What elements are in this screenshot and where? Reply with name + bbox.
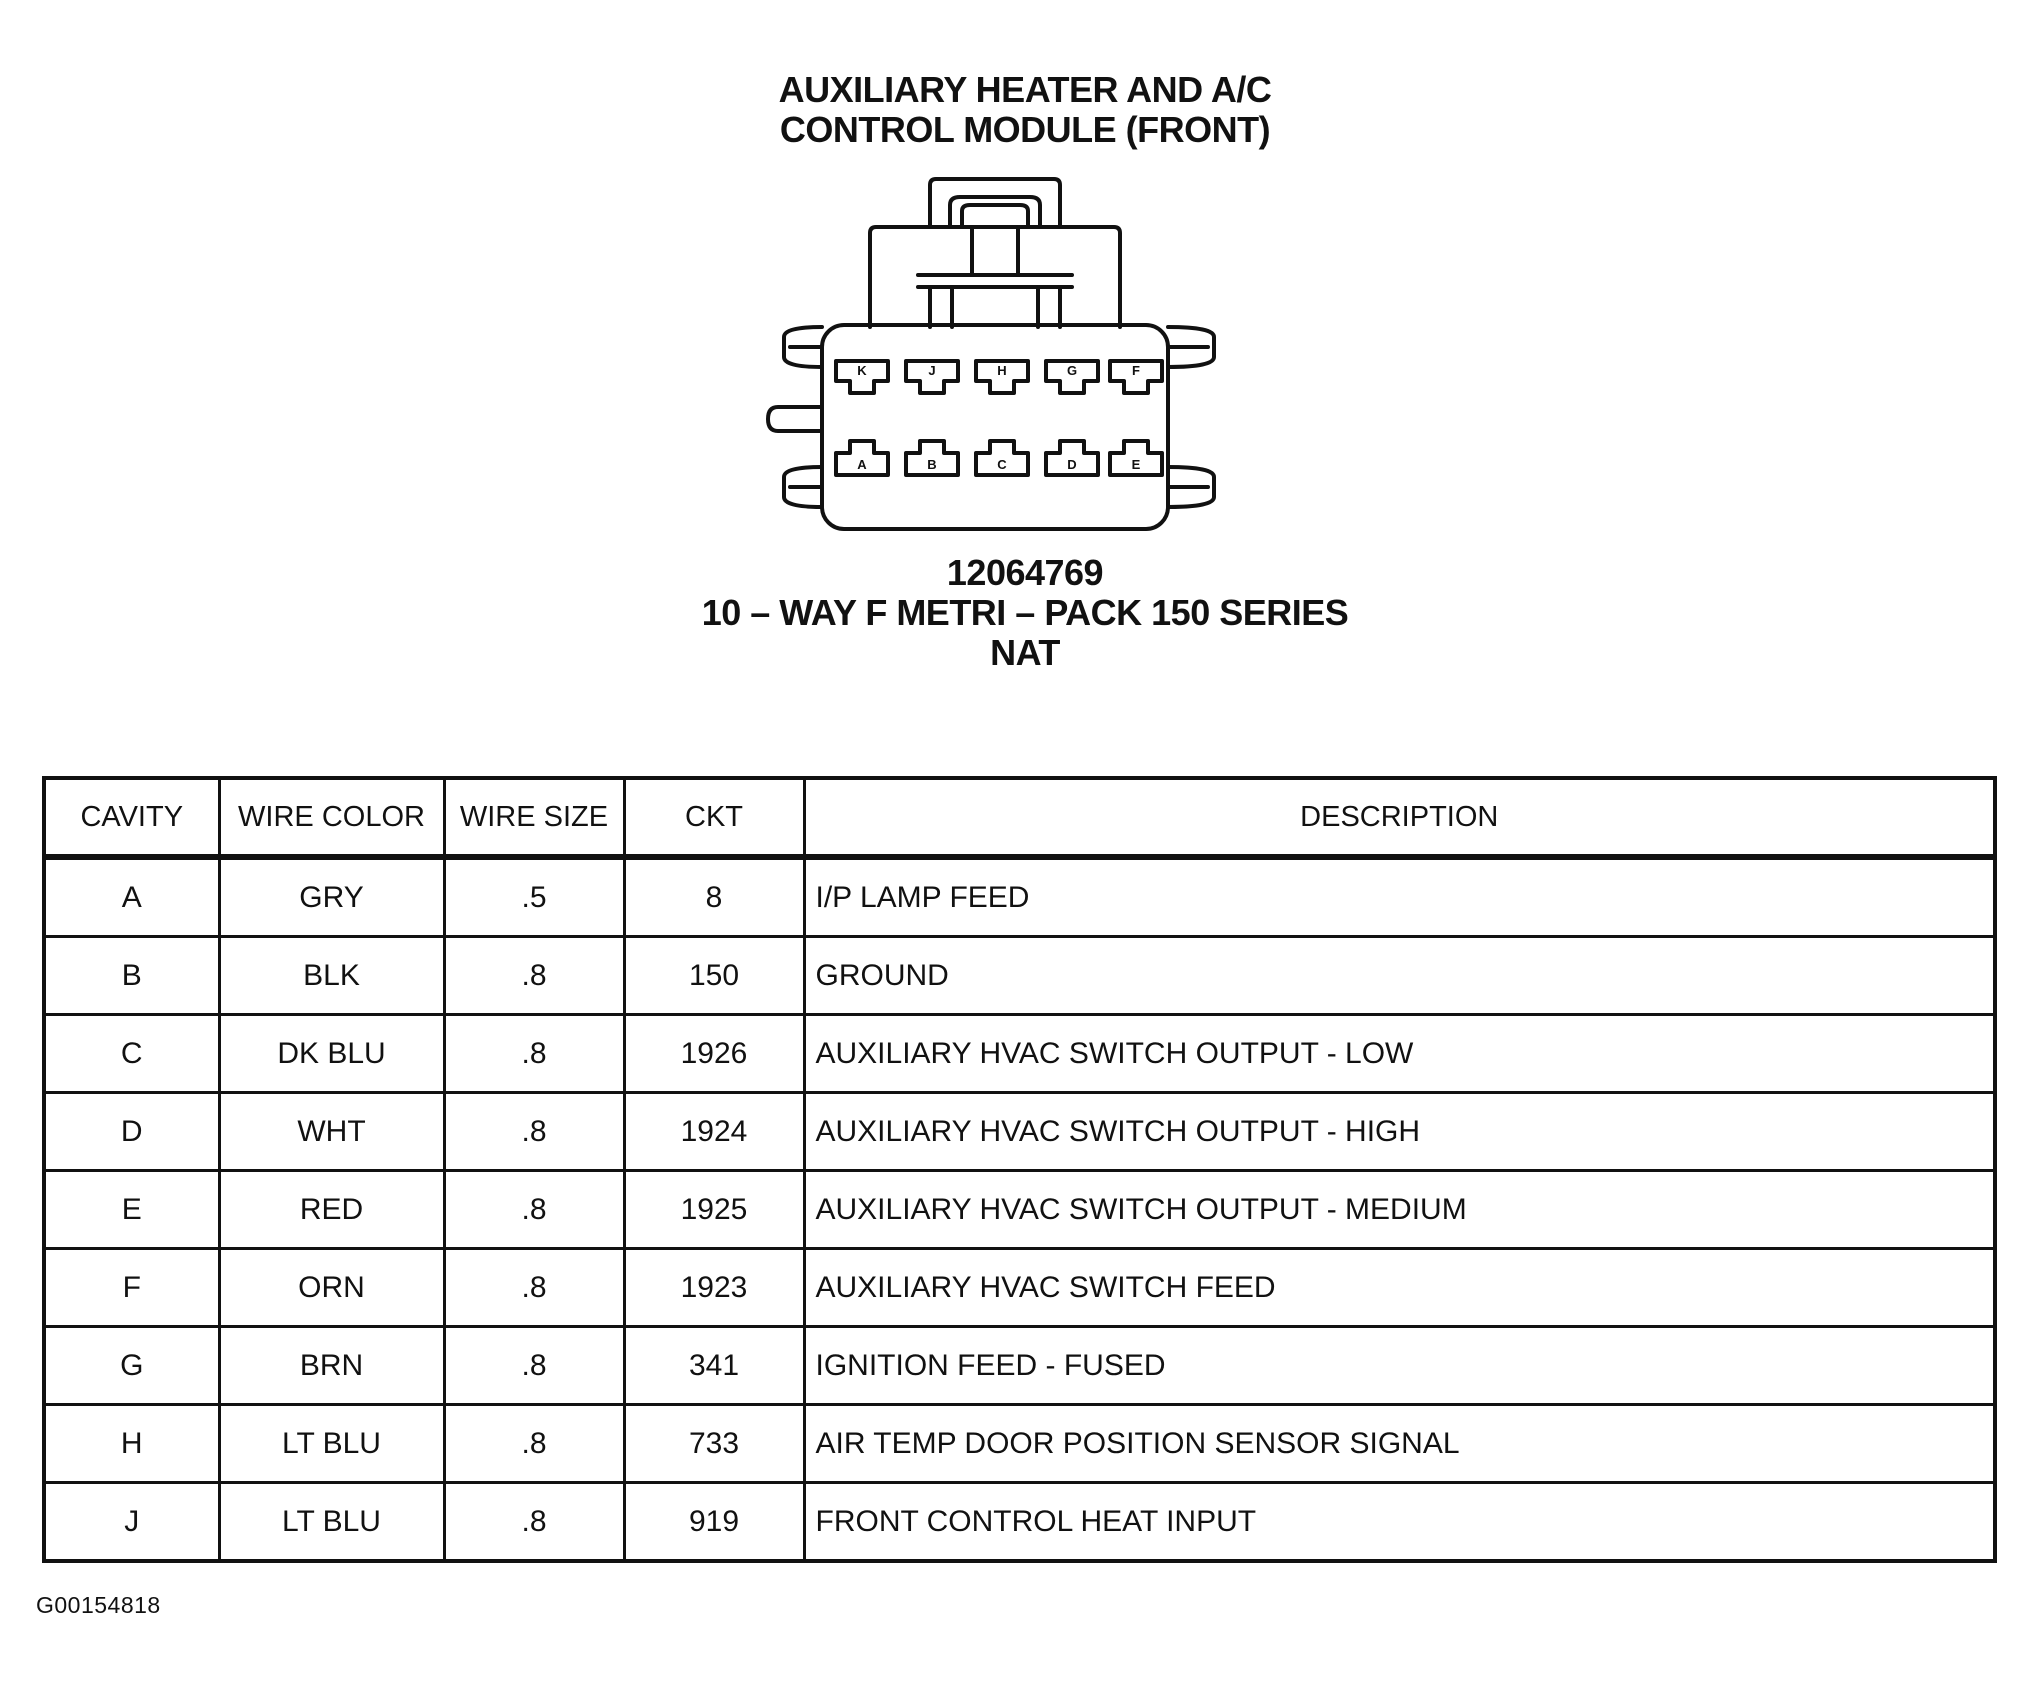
cell-description: IGNITION FEED - FUSED: [804, 1327, 1995, 1405]
cell-description: AIR TEMP DOOR POSITION SENSOR SIGNAL: [804, 1405, 1995, 1483]
cell-ckt: 341: [624, 1327, 804, 1405]
cell-cavity: J: [44, 1483, 219, 1562]
cell-cavity: F: [44, 1249, 219, 1327]
cell-description: I/P LAMP FEED: [804, 857, 1995, 937]
cavity-label: C: [997, 457, 1007, 472]
cavity-label: K: [857, 363, 867, 378]
table-row: [44, 1327, 1995, 1405]
title-line-2: CONTROL MODULE (FRONT): [779, 109, 1271, 150]
cell-description: FRONT CONTROL HEAT INPUT: [804, 1483, 1995, 1562]
header-ckt: CKT: [624, 778, 804, 857]
pinout-table: [42, 776, 1997, 1563]
cell-cavity: G: [44, 1327, 219, 1405]
cell-ckt: 150: [624, 937, 804, 1015]
table-row: [44, 1249, 1995, 1327]
cell-description: GROUND: [804, 937, 1995, 1015]
cell-wire-size: .8: [444, 1015, 624, 1093]
cell-wire-color: ORN: [219, 1249, 444, 1327]
cell-wire-color: BRN: [219, 1327, 444, 1405]
header-wire-color: WIRE COLOR: [219, 778, 444, 857]
cell-cavity: C: [44, 1015, 219, 1093]
cavity-label: H: [997, 363, 1007, 378]
table-row: [44, 1015, 1995, 1093]
header-cavity: CAVITY: [44, 778, 219, 857]
cell-description: AUXILIARY HVAC SWITCH OUTPUT - HIGH: [804, 1093, 1995, 1171]
cell-wire-size: .8: [444, 1249, 624, 1327]
cell-wire-size: .8: [444, 1405, 624, 1483]
cell-ckt: 733: [624, 1405, 804, 1483]
table-row: [44, 937, 1995, 1015]
table-row: [44, 857, 1995, 937]
cell-wire-color: LT BLU: [219, 1405, 444, 1483]
cell-description: AUXILIARY HVAC SWITCH OUTPUT - LOW: [804, 1015, 1995, 1093]
cell-wire-color: BLK: [219, 937, 444, 1015]
cavity-label: E: [1131, 457, 1141, 472]
figure-id: G00154818: [36, 1592, 161, 1618]
cavity-label: F: [1132, 363, 1140, 378]
cell-wire-size: .8: [444, 1483, 624, 1562]
cell-wire-size: .8: [444, 937, 624, 1015]
cavity-label: D: [1067, 457, 1077, 472]
cell-wire-color: GRY: [219, 857, 444, 937]
cell-ckt: 919: [624, 1483, 804, 1562]
cavity-label: B: [927, 457, 937, 472]
table-header-row: [44, 778, 1995, 857]
table-row: [44, 1171, 1995, 1249]
table-row: [44, 1405, 1995, 1483]
cell-description: AUXILIARY HVAC SWITCH FEED: [804, 1249, 1995, 1327]
cell-ckt: 1925: [624, 1171, 804, 1249]
cavity-label: J: [928, 363, 936, 378]
cell-cavity: B: [44, 937, 219, 1015]
cavity-label: A: [857, 457, 867, 472]
header-wire-size: WIRE SIZE: [444, 778, 624, 857]
part-number: 12064769: [946, 552, 1104, 593]
cell-wire-color: WHT: [219, 1093, 444, 1171]
cell-wire-color: LT BLU: [219, 1483, 444, 1562]
cell-ckt: 1926: [624, 1015, 804, 1093]
pinout-table-body: [44, 857, 1995, 1561]
cell-ckt: 1924: [624, 1093, 804, 1171]
connector-latch: [870, 179, 1120, 327]
cell-cavity: A: [44, 857, 219, 937]
table-row: [44, 1483, 1995, 1562]
title-line-1: AUXILIARY HEATER AND A/C: [778, 69, 1272, 110]
cell-wire-size: .8: [444, 1171, 624, 1249]
connector-side-rails: [768, 327, 1214, 507]
cell-description: AUXILIARY HVAC SWITCH OUTPUT - MEDIUM: [804, 1171, 1995, 1249]
connector-diagram: [740, 175, 1240, 535]
table-row: [44, 1093, 1995, 1171]
cell-cavity: E: [44, 1171, 219, 1249]
part-type: 10 – WAY F METRI – PACK 150 SERIES: [701, 592, 1349, 633]
part-color: NAT: [990, 632, 1060, 673]
cell-wire-color: RED: [219, 1171, 444, 1249]
cavity-label: G: [1066, 363, 1078, 378]
cell-wire-color: DK BLU: [219, 1015, 444, 1093]
cell-wire-size: .5: [444, 857, 624, 937]
cell-cavity: H: [44, 1405, 219, 1483]
cell-cavity: D: [44, 1093, 219, 1171]
header-description: DESCRIPTION: [804, 778, 1995, 857]
part-info: [10, 553, 2030, 673]
cell-wire-size: .8: [444, 1093, 624, 1171]
diagram-title: [10, 70, 2030, 150]
cell-wire-size: .8: [444, 1327, 624, 1405]
connector-body: [822, 325, 1168, 529]
cell-ckt: 8: [624, 857, 804, 937]
cell-ckt: 1923: [624, 1249, 804, 1327]
